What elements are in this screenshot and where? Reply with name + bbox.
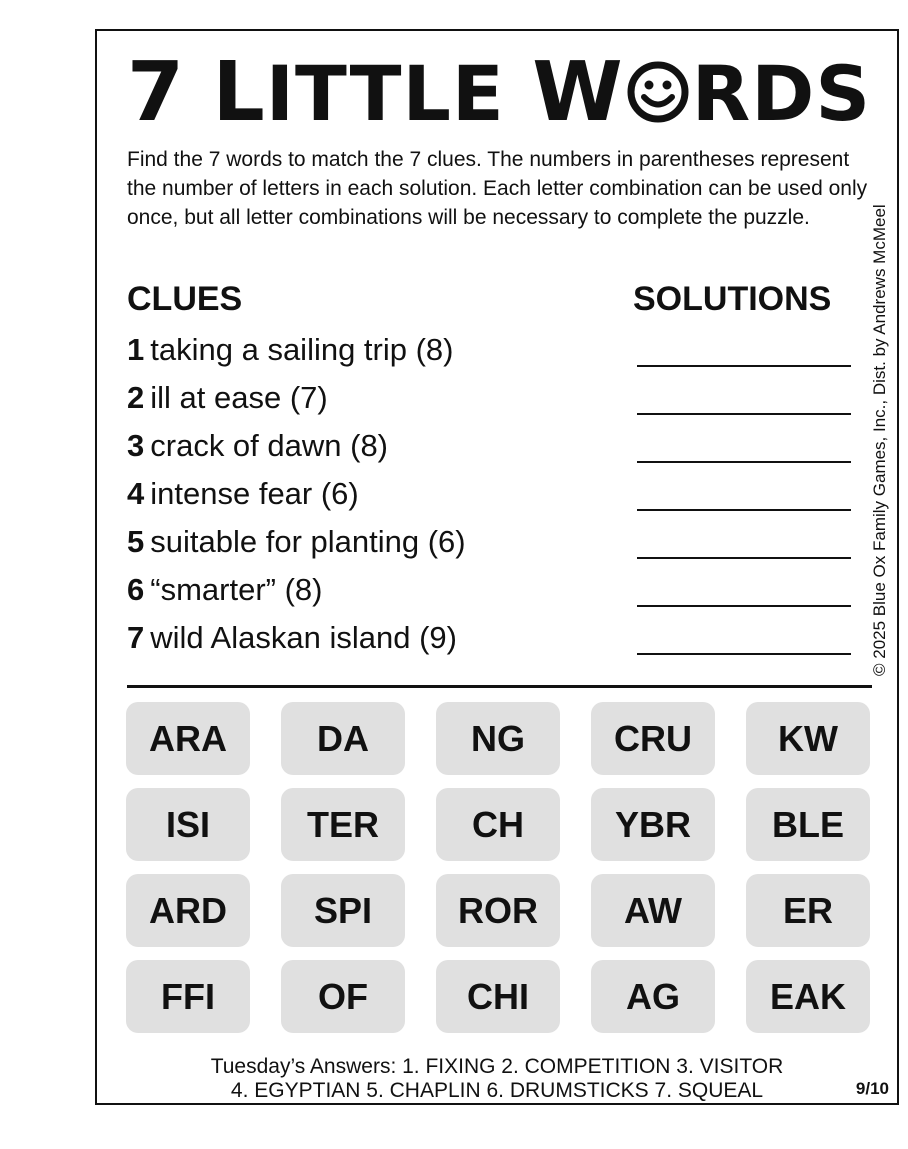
clue-number: 4: [127, 476, 145, 511]
letter-tile[interactable]: ROR: [436, 874, 560, 947]
answers-line-1: Tuesday’s Answers: 1. FIXING 2. COMPETITION 3. VISITOR: [210, 1055, 784, 1078]
solution-line-7[interactable]: [637, 653, 851, 655]
solution-line-6[interactable]: [637, 605, 851, 607]
answers-line-2: 4. EGYPTIAN 5. CHAPLIN 6. DRUMSTICKS 7. SQUEAL: [230, 1079, 764, 1102]
clue-5: [127, 522, 466, 562]
clue-2: [127, 378, 328, 418]
solution-line-5[interactable]: [637, 557, 851, 559]
clue-text: “smarter” (8): [150, 572, 323, 607]
letter-tile[interactable]: DA: [281, 702, 405, 775]
clue-number: 5: [127, 524, 145, 559]
letter-tile[interactable]: ER: [746, 874, 870, 947]
title-initial-l: L: [212, 45, 266, 140]
letter-tile[interactable]: ARA: [126, 702, 250, 775]
solution-line-2[interactable]: [637, 413, 851, 415]
letter-tile[interactable]: YBR: [591, 788, 715, 861]
puzzle-title: [97, 45, 901, 140]
solutions-header: SOLUTIONS: [633, 280, 832, 318]
clue-text: wild Alaskan island (9): [150, 620, 457, 655]
clue-text: ill at ease (7): [150, 380, 328, 415]
clue-6: [127, 570, 322, 610]
clue-text: suitable for planting (6): [150, 524, 466, 559]
letter-tile[interactable]: SPI: [281, 874, 405, 947]
title-little-rest: ITTLE: [265, 49, 505, 138]
clue-number: 6: [127, 572, 145, 607]
letter-tile[interactable]: NG: [436, 702, 560, 775]
letter-tile[interactable]: CHI: [436, 960, 560, 1033]
puzzle-date: 9/10: [855, 1079, 889, 1098]
clue-number: 1: [127, 332, 145, 367]
copyright-credit: © 2025 Blue Ox Family Games, Inc., Dist. by Andrews McMeel: [870, 204, 889, 676]
clues-header: CLUES: [127, 280, 243, 318]
instructions: Find the 7 words to match the 7 clues. The numbers in parentheses represent the number of letters in each solution. Each letter combination can be used only once, but all letter combinations will be necessary to complete the puzzle.: [127, 148, 868, 229]
clue-4: [127, 474, 359, 514]
letter-tile[interactable]: BLE: [746, 788, 870, 861]
solution-line-3[interactable]: [637, 461, 851, 463]
clue-text: crack of dawn (8): [150, 428, 389, 463]
clue-text: intense fear (6): [150, 476, 359, 511]
letter-tile[interactable]: TER: [281, 788, 405, 861]
letter-tile[interactable]: EAK: [746, 960, 870, 1033]
title-words-rest: RDS: [691, 49, 872, 138]
letter-tile[interactable]: AG: [591, 960, 715, 1033]
letter-tile[interactable]: ISI: [126, 788, 250, 861]
letter-tile[interactable]: AW: [591, 874, 715, 947]
letter-tile[interactable]: ARD: [126, 874, 250, 947]
clue-7: [127, 618, 457, 658]
divider-rule: [127, 685, 872, 688]
clue-number: 3: [127, 428, 145, 463]
clue-1: [127, 330, 454, 370]
letter-tile[interactable]: CRU: [591, 702, 715, 775]
letter-tile[interactable]: OF: [281, 960, 405, 1033]
puzzle-frame: [95, 29, 899, 1105]
solution-line-1[interactable]: [637, 365, 851, 367]
clue-text: taking a sailing trip (8): [150, 332, 454, 367]
letter-tile[interactable]: CH: [436, 788, 560, 861]
previous-answers: [127, 1055, 867, 1103]
solution-line-4[interactable]: [637, 509, 851, 511]
clue-number: 7: [127, 620, 145, 655]
title-number: 7: [126, 45, 185, 140]
smiley-face-icon: [626, 60, 690, 124]
clue-3: [127, 426, 388, 466]
letter-tile[interactable]: FFI: [126, 960, 250, 1033]
title-initial-w: W: [532, 45, 624, 140]
clue-number: 2: [127, 380, 145, 415]
letter-tile[interactable]: KW: [746, 702, 870, 775]
